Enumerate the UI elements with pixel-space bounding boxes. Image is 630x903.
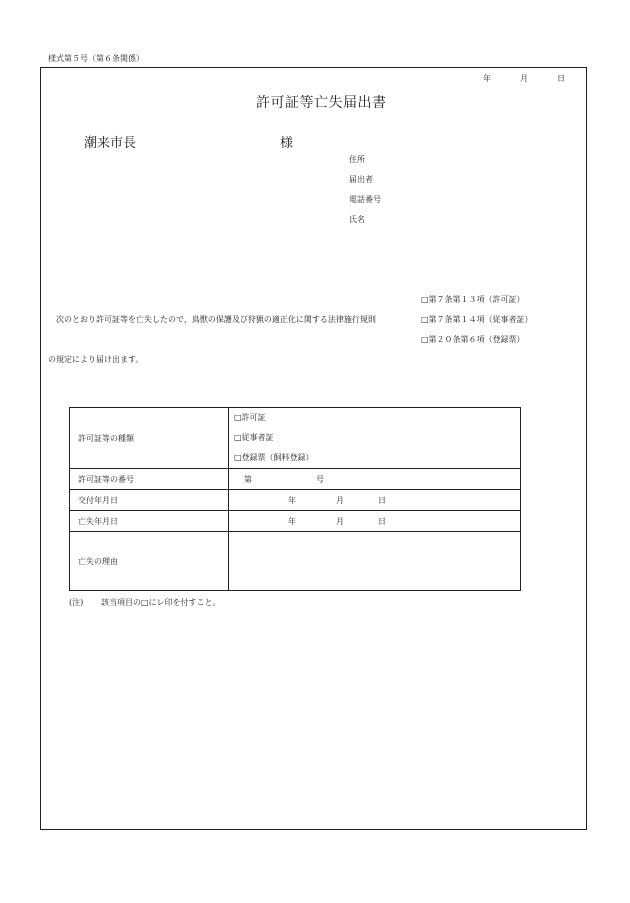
addressee-name: 潮来市長 [84, 136, 137, 151]
applicant-name-label: 氏名 [349, 215, 365, 224]
lost-year: 年 [288, 516, 296, 526]
applicant-notifier-label: 届出者 [349, 175, 373, 184]
statement-option-registration: □第２０条第６項（登録票） [421, 335, 525, 344]
note-text: 該当項目の□にレ印を付すこと。 [101, 598, 221, 607]
table-row [70, 408, 521, 469]
table-row [70, 469, 521, 490]
number-label: 許可証等の番号 [70, 469, 229, 490]
type-label: 許可証等の種類 [70, 408, 229, 469]
number-suffix: 号 [316, 474, 324, 484]
issue-date-value [229, 490, 521, 511]
lost-day: 日 [378, 516, 386, 526]
loss-reason-field[interactable] [229, 532, 521, 591]
loss-reason-label: 亡失の理由 [70, 532, 229, 591]
issue-month: 月 [336, 495, 344, 505]
document-title: 許可証等亡失届出書 [256, 95, 387, 111]
form-number: 様式第５号（第６条関係） [48, 54, 144, 63]
date-day: 日 [557, 74, 565, 83]
number-value [229, 469, 521, 490]
table-row [70, 511, 521, 532]
note-label: (注) [69, 598, 84, 607]
statement-option-worker: □第７条第１４項（従事者証） [421, 315, 533, 324]
type-options [229, 408, 521, 469]
table-row [70, 532, 521, 591]
table-row [70, 490, 521, 511]
lost-month: 月 [336, 516, 344, 526]
issue-date-label: 交付年月日 [70, 490, 229, 511]
lost-date-label: 亡失年月日 [70, 511, 229, 532]
issue-year: 年 [288, 495, 296, 505]
type-option-permit: □許可証 [234, 413, 266, 422]
statement-text: 次のとおり許可証等を亡失したので，鳥獣の保護及び狩猟の適正化に関する法律施行規則 [56, 315, 376, 324]
issue-day: 日 [378, 495, 386, 505]
date-month: 月 [520, 74, 528, 83]
statement-option-permit: □第７条第１３項（許可証） [421, 295, 525, 304]
number-prefix: 第 [244, 474, 252, 484]
date-year: 年 [483, 74, 491, 83]
type-option-worker: □従事者証 [234, 433, 274, 442]
lost-date-value [229, 511, 521, 532]
license-info-table [69, 407, 521, 591]
applicant-address-label: 住所 [349, 155, 365, 164]
type-option-registration: □登録票（飼料登録） [234, 453, 314, 462]
addressee-honorific: 様 [280, 136, 294, 151]
statement-continuation: の規定により届け出ます。 [48, 355, 144, 364]
applicant-phone-label: 電話番号 [349, 195, 381, 204]
